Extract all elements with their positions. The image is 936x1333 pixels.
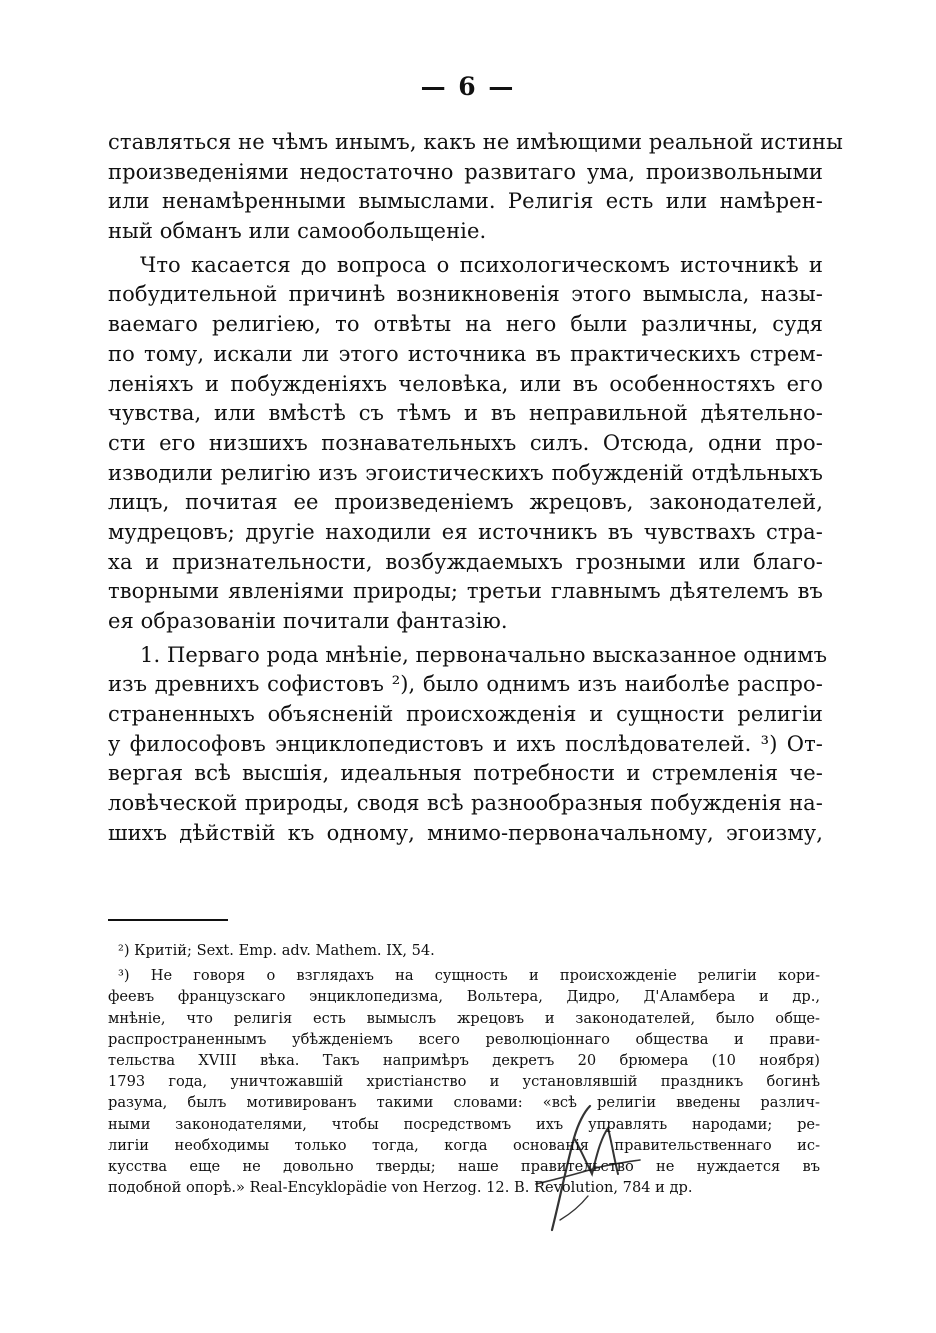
footnote-line: ²) Критій; Sext. Emp. adv. Mathem. IX, 54. (118, 942, 435, 959)
footnote-line: подобной опорѣ.» Real-Encyklopädie von Herzog. 12. B. Revolution, 784 и др. (108, 1179, 693, 1197)
text-line: леніяхъ и побужденіяхъ человѣка, или въ особенностяхъ его (108, 371, 823, 396)
text-line: шихъ дѣйствій къ одному, мнимо-первоначальному, эгоизму, (108, 820, 823, 845)
footnote-line: разума, былъ мотивированъ такими словами: «всѣ религіи введены различ- (108, 1094, 820, 1112)
text-line: лицъ, почитая ее произведеніемъ жрецовъ, законодателей, (108, 490, 823, 515)
text-line: ный обманъ или самообольщеніе. (108, 219, 487, 244)
footnotes (108, 940, 820, 1198)
footnote-line: кусства еще не довольно тверды; наше правительство не нуждается въ (108, 1157, 820, 1175)
text-line: Что касается до вопроса о психологическомъ источникѣ и (140, 252, 823, 277)
footnote-line: лигіи необходимы только тогда, когда основанія правительственнаго ис- (108, 1136, 820, 1154)
text-line: изводили религію изъ эгоистическихъ побужденій отдѣльныхъ (108, 460, 823, 485)
text-line: у философовъ энциклопедистовъ и ихъ послѣдователей. ³) От- (108, 731, 823, 756)
text-line: произведеніями недостаточно развитаго ума, произвольными (108, 159, 823, 184)
text-line: страненныхъ объясненій происхожденія и сущности религіи (108, 702, 823, 727)
footnote-divider (108, 919, 228, 921)
text-line: или ненамѣренными вымыслами. Религія есть или намѣрен- (108, 189, 823, 214)
text-line: изъ древнихъ софистовъ ²), было однимъ изъ наиболѣе распро- (108, 672, 823, 697)
text-line: вергая всѣ высшія, идеальныя потребности и стремленія че- (108, 761, 823, 786)
footnote-line: мнѣніе, что религія есть вымыслъ жрецовъ и законодателей, было обще- (108, 1009, 820, 1027)
text-line: 1. Перваго рода мнѣніе, первоначально высказанное однимъ (140, 642, 828, 667)
page-number: — 6 — (420, 72, 516, 101)
text-line: ха и признательности, возбуждаемыхъ грозными или благо- (108, 549, 823, 574)
text-line: ваемаго религіею, то отвѣты на него были различны, судя (108, 312, 823, 337)
main-text (108, 128, 843, 849)
handwritten-mark-icon (500, 1088, 660, 1238)
text-line: ставляться не чѣмъ инымъ, какъ не имѣющими реальной истины (108, 130, 843, 154)
text-line: ея образованіи почитали фантазію. (108, 609, 508, 633)
text-line: по тому, искали ли этого источника въ практическихъ стрем- (108, 341, 823, 366)
footnote-line: ными законодателями, чтобы посредствомъ ихъ управлять народами; ре- (108, 1115, 820, 1133)
footnote-line: 1793 года, уничтожавшій христіанство и установлявшій праздникъ богинѣ (108, 1073, 820, 1091)
text-line: побудительной причинѣ возникновенія этого вымысла, назы- (108, 282, 823, 307)
text-line: мудрецовъ; другіе находили ея источникъ въ чувствахъ стра- (108, 519, 823, 544)
text-line: творными явленіями природы; третьи главнымъ дѣятелемъ въ (108, 579, 823, 604)
text-line: сти его низшихъ познавательныхъ силъ. Отсюда, одни про- (108, 430, 823, 455)
footnote-line: тельства XVIII вѣка. Такъ напримѣръ декретъ 20 брюмера (10 ноября) (108, 1051, 820, 1069)
footnote-line: распространеннымъ убѣжденіемъ всего революціоннаго общества и прави- (108, 1030, 820, 1048)
footnote-line: феевъ французскаго энциклопедизма, Вольтера, Дидро, Д'Аламбера и др., (108, 988, 820, 1006)
footnote-line: ³) Не говоря о взглядахъ на сущность и происхожденіе религіи кори- (118, 967, 820, 985)
text-line: ловѣческой природы, сводя всѣ разнообразныя побужденія на- (108, 791, 823, 816)
text-line: чувства, или вмѣстѣ съ тѣмъ и въ неправильной дѣятельно- (108, 401, 823, 426)
